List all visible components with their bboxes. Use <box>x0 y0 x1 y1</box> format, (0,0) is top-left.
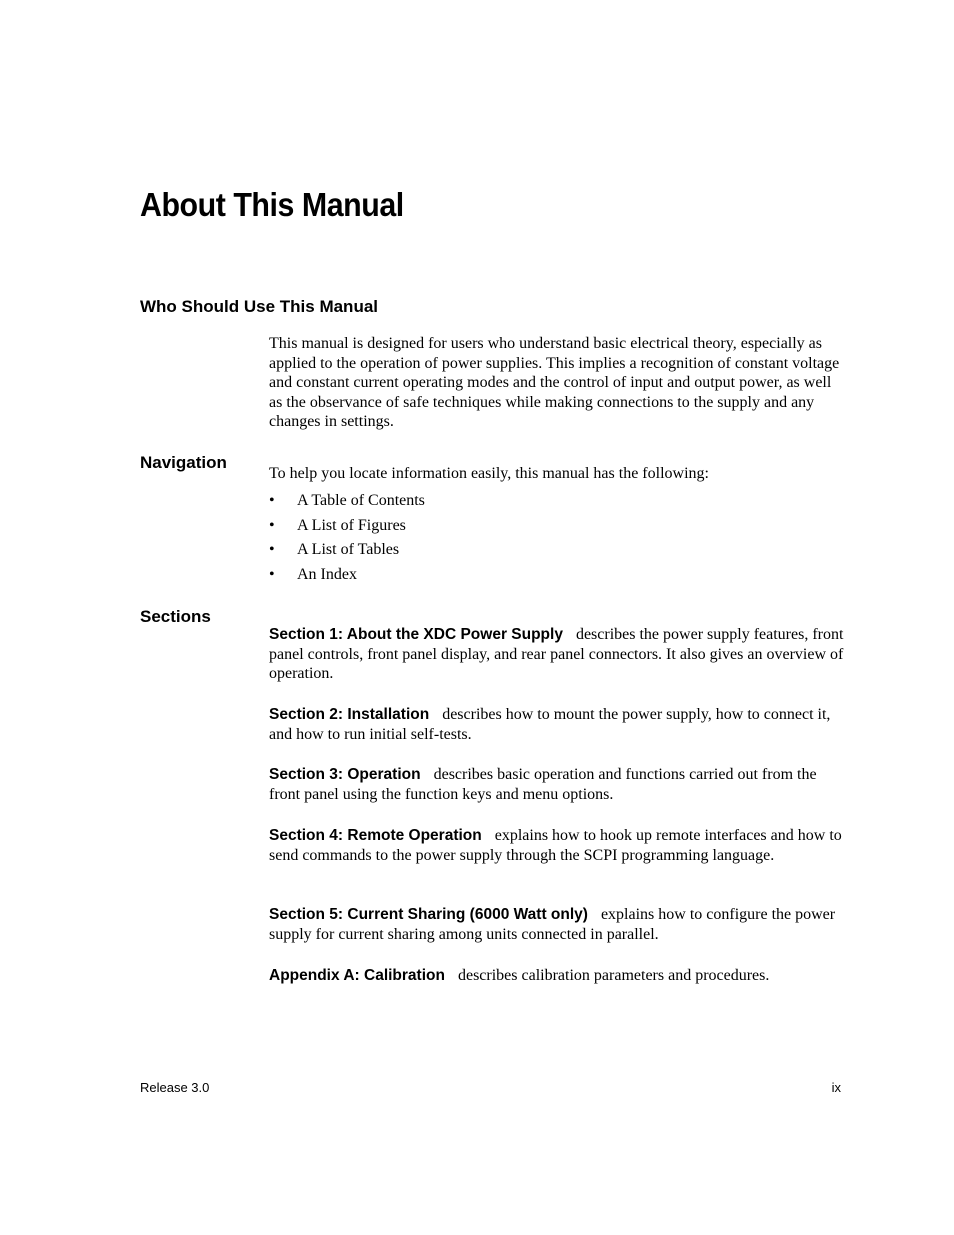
page-title: About This Manual <box>140 186 404 223</box>
navigation-list <box>269 490 425 589</box>
sections-heading: Sections <box>140 607 211 626</box>
section-entry <box>269 765 844 804</box>
list-item: • A List of Tables <box>269 539 425 564</box>
section-entry <box>269 966 844 986</box>
section-entry <box>269 625 844 684</box>
who-should-use-heading: Who Should Use This Manual <box>140 297 378 316</box>
section-entry <box>269 705 844 744</box>
section-description: explains how to configure the power supply for current sharing among units connected in parallel. <box>269 906 836 943</box>
bullet-icon: • <box>269 516 275 534</box>
section-label: Section 2: Installation <box>269 706 430 723</box>
section-label: Appendix A: Calibration <box>269 967 445 984</box>
section-description: describes the power supply features, front panel controls, front panel display, and rear panel connectors. It also gives an overview of operation. <box>269 626 844 683</box>
section-label: Section 5: Current Sharing (6000 Watt only) <box>269 906 588 923</box>
footer-page-number: ix <box>831 1080 841 1095</box>
section-label: Section 4: Remote Operation <box>269 827 482 844</box>
section-entry <box>269 905 844 944</box>
navigation-intro: To help you locate information easily, this manual has the following: <box>269 465 709 482</box>
list-item: • An Index <box>269 564 425 589</box>
navigation-heading: Navigation <box>140 453 227 472</box>
list-item: • A Table of Contents <box>269 490 425 515</box>
section-description: describes basic operation and functions carried out from the front panel using the function keys and menu options. <box>269 766 817 803</box>
who-should-use-paragraph: This manual is designed for users who understand basic electrical theory, especially as applied to the operation of power supplies. This implies a recognition of constant voltage and constant current operating modes and the control of input and output power, as well as the observance of safe techniques while making connections to the supply and any changes in settings. <box>269 335 840 431</box>
bullet-icon: • <box>269 566 275 584</box>
bullet-icon: • <box>269 541 275 559</box>
footer-release: Release 3.0 <box>140 1080 210 1095</box>
bullet-icon: • <box>269 492 275 509</box>
section-description: explains how to hook up remote interfaces and how to send commands to the power supply through the SCPI programming language. <box>269 827 842 864</box>
section-description: describes how to mount the power supply, how to connect it, and how to run initial self-tests. <box>269 706 831 743</box>
section-entry <box>269 826 844 865</box>
section-description: describes calibration parameters and procedures. <box>457 967 770 984</box>
list-item: • A List of Figures <box>269 515 425 540</box>
section-label: Section 3: Operation <box>269 766 421 783</box>
section-label: Section 1: About the XDC Power Supply <box>269 626 563 643</box>
